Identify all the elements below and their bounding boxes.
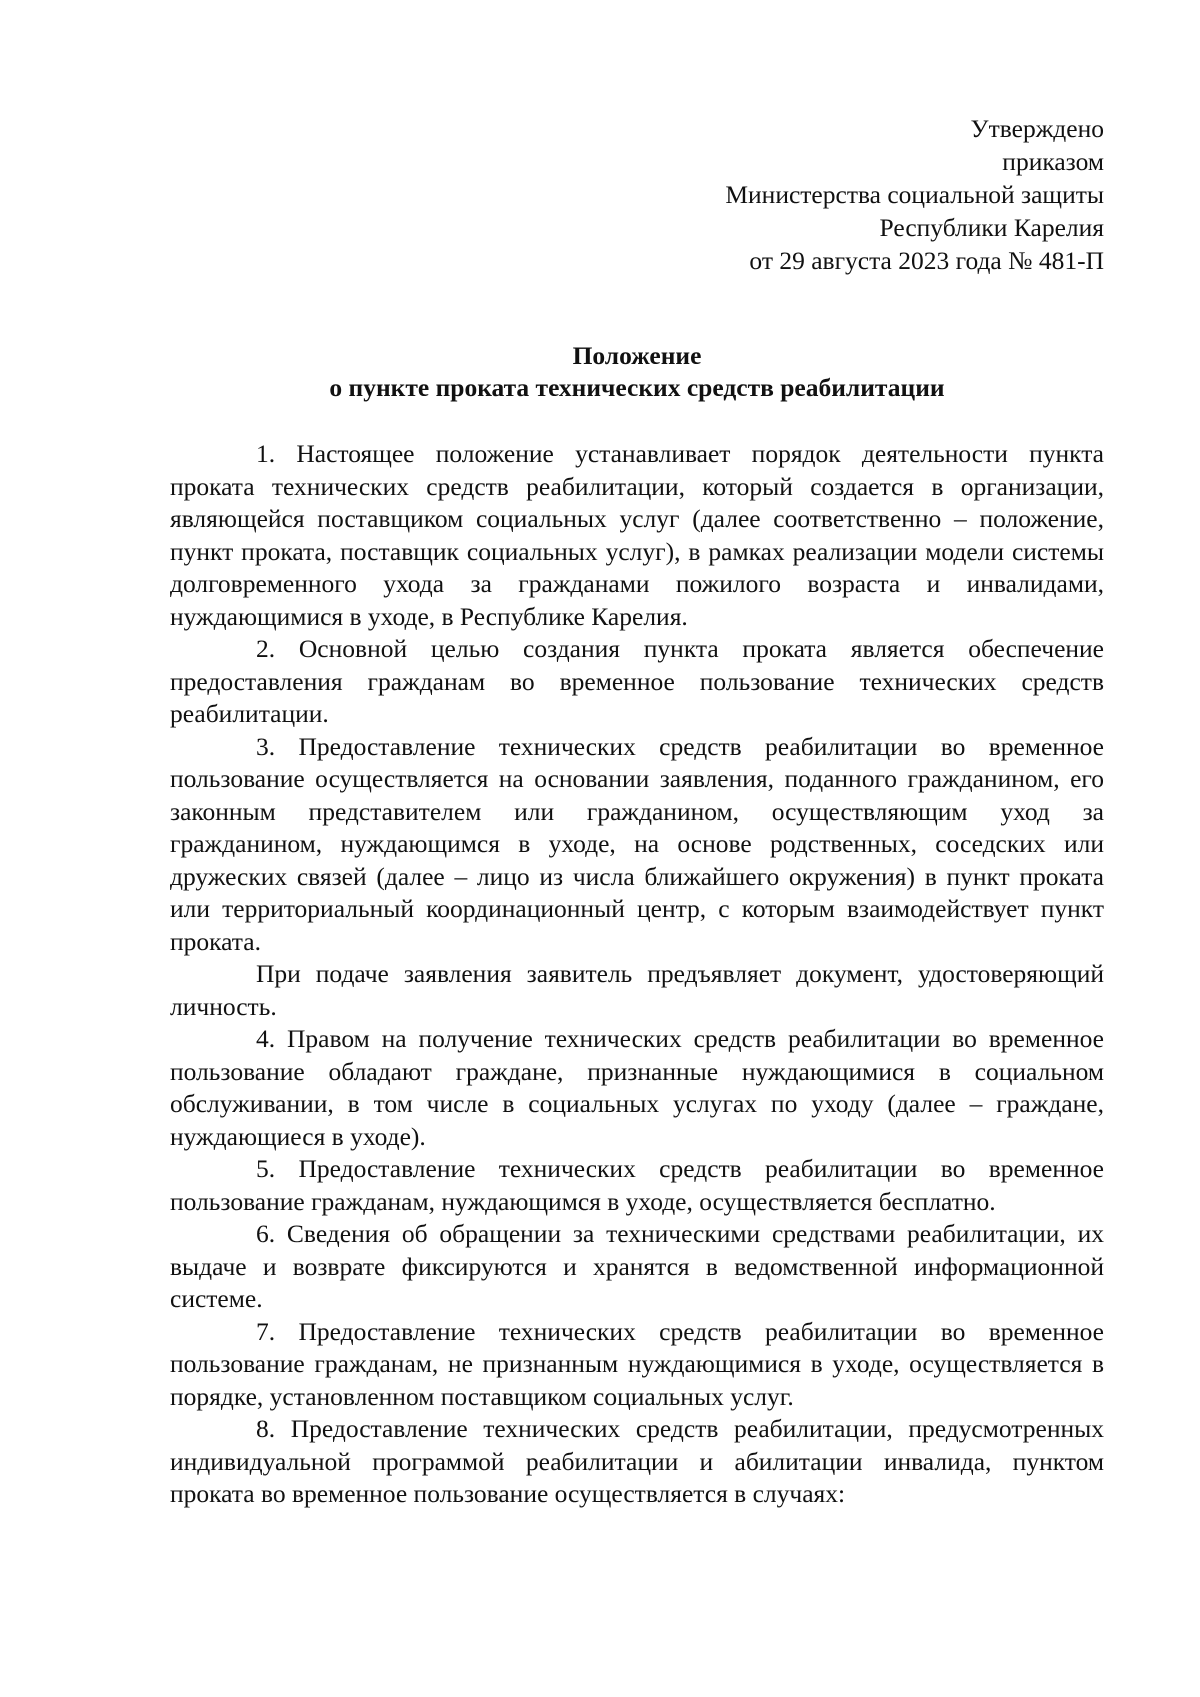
document-title (170, 340, 1104, 404)
paragraph: 1. Настоящее положение устанавливает порядок деятельности пункта проката технических средств реабилитации, который создается в организации, являющейся поставщиком социальных услуг (далее соответственно – положение, пункт проката, поставщик социальных услуг), в рамках реализации модели системы долговременного ухода за гражданами пожилого возраста и инвалидами, нуждающимися в уходе, в Республике Карелия. (170, 439, 1104, 631)
paragraph: 3. Предоставление технических средств реабилитации во временное пользование осуществляется на основании заявления, поданного гражданином, его законным представителем или гражданином, осуществляющим уход за гражданином, нуждающимся в уходе, на основе родственных, соседских или дружеских связей (далее – лицо из числа ближайшего окружения) в пункт проката или территориальный координационный центр, с которым взаимодействует пункт проката. (170, 731, 1104, 956)
paragraph: 4. Правом на получение технических средств реабилитации во временное пользование обладают граждане, признанные нуждающимися в социальном обслуживании, в том числе в социальных услугах по уходу (далее – граждане, нуждающиеся в уходе). (170, 1024, 1104, 1151)
approval-line: Министерства социальной защиты (725, 180, 1104, 209)
paragraph: 8. Предоставление технических средств реабилитации, предусмотренных индивидуальной программой реабилитации и абилитации инвалида, пунктом проката во временное пользование осуществляется в случаях: (170, 1414, 1104, 1508)
approval-block (584, 112, 1104, 277)
paragraph: 5. Предоставление технических средств реабилитации во временное пользование гражданам, нуждающимся в уходе, осуществляется бесплатно. (170, 1154, 1104, 1216)
title-line: о пункте проката технических средств реабилитации (329, 373, 945, 402)
approval-line: Республики Карелия (879, 213, 1104, 242)
paragraph: При подаче заявления заявитель предъявляет документ, удостоверяющий личность. (170, 959, 1104, 1021)
paragraph: 6. Сведения об обращении за техническими средствами реабилитации, их выдаче и возврате фиксируются и хранятся в ведомственной информационной системе. (170, 1219, 1104, 1313)
paragraph: 7. Предоставление технических средств реабилитации во временное пользование гражданам, не признанным нуждающимися в уходе, осуществляется в порядке, установленном поставщиком социальных услуг. (170, 1316, 1104, 1411)
title-line: Положение (572, 341, 702, 370)
paragraph: 2. Основной целью создания пункта проката является обеспечение предоставления гражданам во временное пользование технических средств реабилитации. (170, 634, 1104, 728)
approval-line: Утверждено (970, 114, 1104, 143)
approval-line: от 29 августа 2023 года № 481-П (749, 246, 1104, 275)
approval-line: приказом (1002, 147, 1104, 176)
document-body (170, 438, 1104, 1511)
